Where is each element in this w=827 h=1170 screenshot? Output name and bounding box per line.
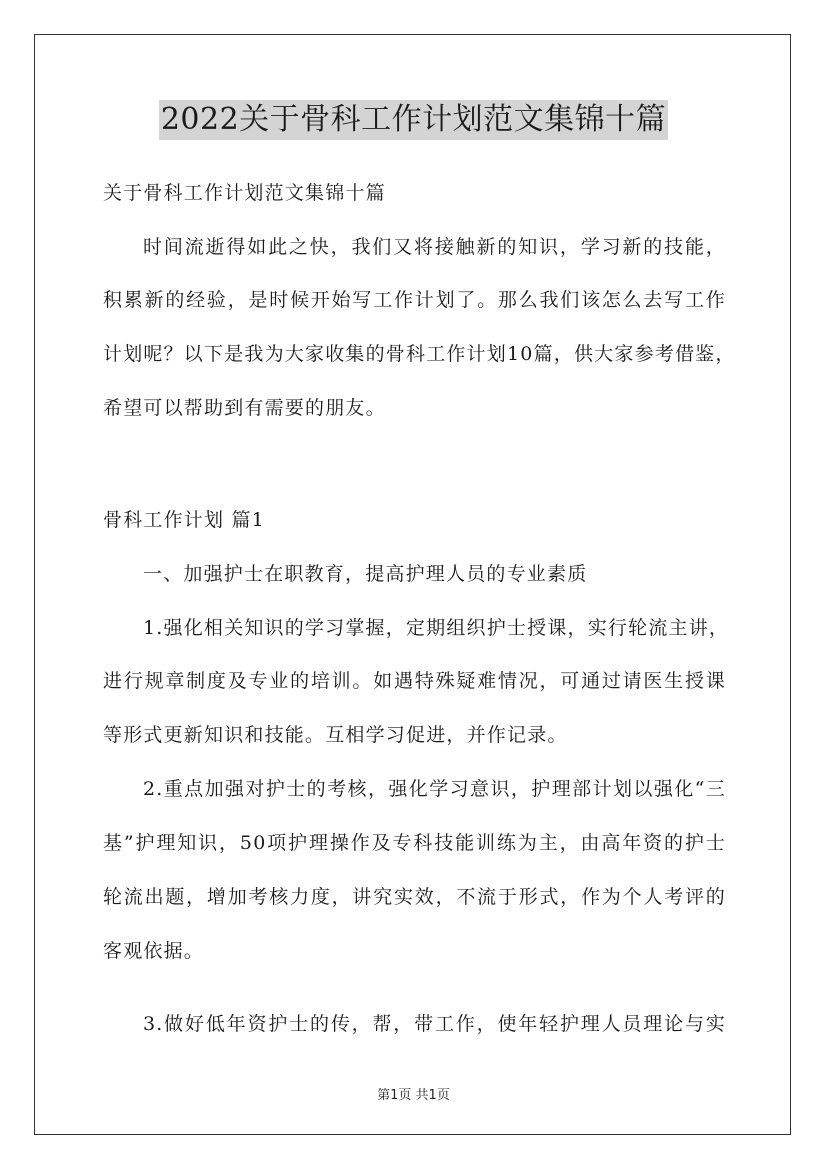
intro-line: 计划呢？以下是我为大家收集的骨科工作计划10篇，供大家参考借鉴， [103,343,736,365]
item2-line: 2.重点加强对护士的考核，强化学习意识，护理部计划以强化“三 [143,778,726,800]
item2-line: 基”护理知识，50项护理操作及专科技能训练为主，由高年资的护士 [103,832,726,854]
page-footer [0,1084,827,1103]
intro-line: 时间流逝得如此之快，我们又将接触新的知识，学习新的技能， [143,236,726,258]
item3-line: 3.做好低年资护士的传，帮，带工作，使年轻护理人员理论与实 [143,1013,726,1035]
item2-line: 客观依据。 [103,940,205,962]
document-subtitle: 关于骨科工作计划范文集锦十篇 [103,182,386,204]
section-heading: 骨科工作计划 篇1 [103,509,265,531]
item1-line: 等形式更新知识和技能。互相学习促进，并作记录。 [103,724,568,746]
page-number: 第1页 共1页 [377,1088,450,1103]
item2-line: 轮流出题，增加考核力度，讲究实效，不流于形式，作为个人考评的 [103,886,726,908]
title-container [0,100,827,140]
document-title: 2022关于骨科工作计划范文集锦十篇 [159,100,668,140]
item1-line: 1.强化相关知识的学习掌握，定期组织护士授课，实行轮流主讲， [143,617,730,639]
intro-line: 积累新的经验，是时候开始写工作计划了。那么我们该怎么去写工作 [103,289,726,311]
item1-line: 进行规章制度及专业的培训。如遇特殊疑难情况，可通过请医生授课 [103,670,726,692]
point-heading: 一、加强护士在职教育，提高护理人员的专业素质 [143,563,588,585]
intro-line: 希望可以帮助到有需要的朋友。 [103,397,386,419]
